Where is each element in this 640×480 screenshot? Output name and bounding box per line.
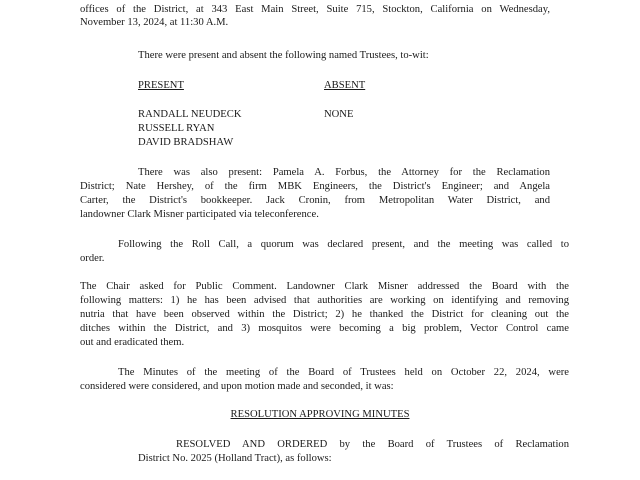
- intro-line: November 13, 2024, at 11:30 A.M.: [80, 17, 229, 28]
- resolved-line: RESOLVED AND ORDERED by the Board of Trustees of Reclamation: [176, 439, 569, 450]
- public-comment-line: The Chair asked for Public Comment. Landowner Clark Misner addressed the Board with the: [80, 281, 569, 292]
- public-comment-line: ditches within the District, and 3) mosquitos were becoming a big problem, Vector Control came: [80, 323, 569, 334]
- resolution-heading: RESOLUTION APPROVING MINUTES: [230, 409, 410, 420]
- present-trustee: DAVID BRADSHAW: [138, 137, 234, 148]
- roll-call-line: order.: [80, 253, 105, 264]
- absent-trustee: NONE: [324, 109, 354, 120]
- public-comment-line: out and eradicated them.: [80, 337, 185, 348]
- present-header: PRESENT: [138, 80, 184, 91]
- minutes-line: considered were considered, and upon motion made and seconded, it was:: [80, 381, 394, 392]
- roll-call-line: Following the Roll Call, a quorum was declared present, and the meeting was called to: [118, 239, 569, 250]
- public-comment-line: nutria that have been observed within the District; 2) he thanked the District for cleaning out the: [80, 309, 569, 320]
- absent-header: ABSENT: [324, 80, 366, 91]
- public-comment-line: following matters: 1) he has been advised that authorities are working on identifying and removing: [80, 295, 569, 306]
- also-present-line: There was also present: Pamela A. Forbus, the Attorney for the Reclamation: [138, 167, 550, 178]
- intro-line: offices of the District, at 343 East Main Street, Suite 715, Stockton, California on Wednesday,: [80, 4, 550, 15]
- attendance-intro: There were present and absent the following named Trustees, to-wit:: [138, 50, 429, 61]
- present-trustee: RUSSELL RYAN: [138, 123, 215, 134]
- resolved-line: District No. 2025 (Holland Tract), as follows:: [138, 453, 332, 464]
- also-present-line: landowner Clark Misner participated via teleconference.: [80, 209, 319, 220]
- minutes-line: The Minutes of the meeting of the Board of Trustees held on October 22, 2024, were: [118, 367, 569, 378]
- present-trustee: RANDALL NEUDECK: [138, 109, 242, 120]
- also-present-line: Carter, the District's bookkeeper. Jack Cronin, from Metropolitan Water District, and: [80, 195, 550, 206]
- also-present-line: District; Nate Hershey, of the firm MBK Engineers, the District's Engineer; and Angela: [80, 181, 550, 192]
